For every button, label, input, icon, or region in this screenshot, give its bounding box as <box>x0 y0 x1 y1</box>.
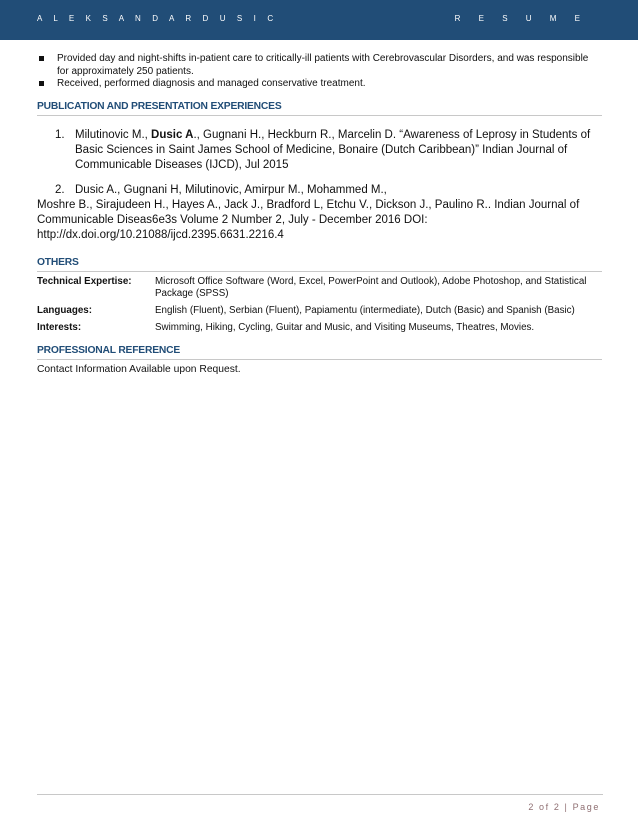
footer-divider <box>37 794 603 795</box>
publication-citation: ., Gugnani H., Heckburn R., Marcelin D. “Awareness of Leprosy in Students of Basic Sciences in Saint James School of Medicine, Bonaire (Dutch Caribbean)” Indian Journal of Communicable Diseases (IJCD), Jul 2015 <box>75 128 591 171</box>
publication-citation: Moshre B., Sirajudeen H., Hayes A., Jack J., Bradford L, Etchu V., Dickson J., Paulino R.. Indian Journal of Communicable Diseas6e3s Volume 2 Number 2, July - December 2016 DOI: http://dx.doi.org/10.21088/ijcd.2395.6631.2216.4 <box>37 198 580 241</box>
table-row <box>37 276 602 305</box>
others-value: Microsoft Office Software (Word, Excel, PowerPoint and Outlook), Adobe Photoshop, and Statistical Package (SPSS) <box>155 275 587 299</box>
others-value: Swimming, Hiking, Cycling, Guitar and Music, and Visiting Museums, Theatres, Movies. <box>155 321 535 333</box>
section-title-publications: PUBLICATION AND PRESENTATION EXPERIENCES <box>37 101 602 116</box>
table-row <box>37 305 602 322</box>
others-label: Languages: <box>37 304 92 316</box>
section-title-reference: PROFESSIONAL REFERENCE <box>37 345 602 360</box>
others-label: Interests: <box>37 321 82 333</box>
publication-list <box>37 128 602 243</box>
publication-authors-before: Milutinovic M., <box>75 128 152 141</box>
publication-item <box>37 183 602 243</box>
bullet-text: Received, performed diagnosis and managed conservative treatment. <box>57 78 366 89</box>
header-bar <box>0 0 638 40</box>
header-name: A L E K S A N D A R D U S I C <box>37 14 278 23</box>
list-item <box>37 78 602 91</box>
header-resume-label: R E S U M E <box>454 14 588 23</box>
publication-number: 2. <box>55 183 65 196</box>
table-row <box>37 322 602 339</box>
publication-text <box>75 128 602 173</box>
reference-text: Contact Information Available upon Request. <box>37 363 241 375</box>
bullet-text: Provided day and night-shifts in-patient care to critically-ill patients with Cerebrovascular Disorders, and was responsible for approximately 250 patients. <box>57 53 589 77</box>
others-value: English (Fluent), Serbian (Fluent), Papiamentu (intermediate), Dutch (Basic) and Spanish (Basic) <box>155 304 575 316</box>
bullet-square-icon <box>39 81 44 86</box>
others-label: Technical Expertise: <box>37 275 132 287</box>
publication-author-bold: Dusic A <box>151 128 194 141</box>
publication-authors: Dusic A., Gugnani H, Milutinovic, Amirpur M., Mohammed M., <box>75 183 387 196</box>
bullet-square-icon <box>39 56 44 61</box>
publication-item <box>55 128 602 173</box>
others-table <box>37 276 602 339</box>
section-title-others: OTHERS <box>37 257 602 272</box>
resume-content <box>37 53 602 375</box>
list-item <box>37 53 602 78</box>
experience-bullet-list <box>37 53 602 91</box>
publication-first-line <box>37 183 602 198</box>
footer-page-number: 2 of 2 | Page <box>528 802 600 812</box>
publication-number: 1. <box>55 128 65 141</box>
